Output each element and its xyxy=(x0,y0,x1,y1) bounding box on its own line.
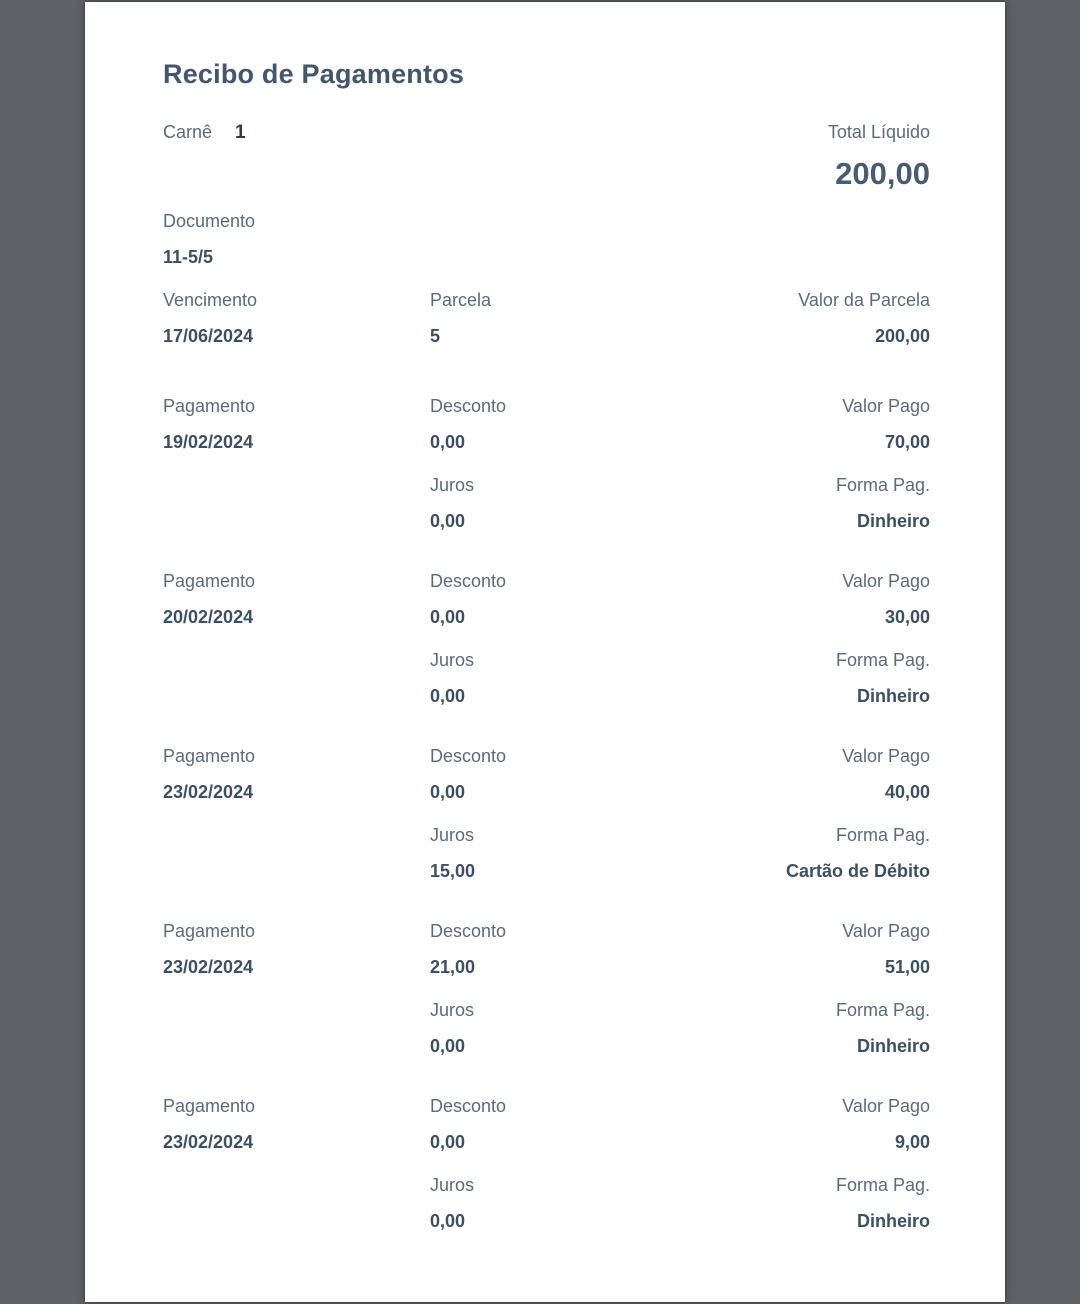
desconto-field xyxy=(430,569,680,629)
juros-value: 0,00 xyxy=(430,686,466,706)
pagamento-label: Pagamento xyxy=(163,396,256,416)
pagamento-value: 19/02/2024 xyxy=(163,432,254,452)
desconto-field xyxy=(430,1094,680,1154)
juros-value: 15,00 xyxy=(430,861,476,881)
payment-row-secondary xyxy=(163,648,930,708)
payment-record xyxy=(163,394,930,533)
parcela-field xyxy=(430,288,680,348)
juros-label: Juros xyxy=(430,475,475,495)
juros-label: Juros xyxy=(430,825,475,845)
pagamento-field xyxy=(163,569,430,629)
desconto-value: 0,00 xyxy=(430,1132,466,1152)
pagamento-field xyxy=(163,394,430,454)
valor-pago-value: 70,00 xyxy=(884,432,930,452)
total-liquido-field xyxy=(828,120,930,194)
desconto-label: Desconto xyxy=(430,571,507,591)
valor-pago-value: 9,00 xyxy=(894,1132,930,1152)
documento-label: Documento xyxy=(163,211,256,231)
valor-pago-field xyxy=(680,394,930,454)
parcela-label: Parcela xyxy=(430,290,492,310)
page-title: Recibo de Pagamentos xyxy=(163,59,465,89)
pagamento-field xyxy=(163,919,430,979)
forma-pag-value: Cartão de Débito xyxy=(785,861,930,881)
pagamento-value: 23/02/2024 xyxy=(163,782,254,802)
desconto-field xyxy=(430,919,680,979)
valor-pago-label: Valor Pago xyxy=(842,396,930,416)
forma-pag-value: Dinheiro xyxy=(856,1036,930,1056)
forma-pag-value: Dinheiro xyxy=(856,1211,930,1231)
juros-value: 0,00 xyxy=(430,1211,466,1231)
pagamento-label: Pagamento xyxy=(163,1096,256,1116)
pagamento-value: 20/02/2024 xyxy=(163,607,254,627)
juros-label: Juros xyxy=(430,1175,475,1195)
forma-pag-label: Forma Pag. xyxy=(835,825,930,845)
valor-parcela-value: 200,00 xyxy=(874,326,930,346)
total-liquido-label: Total Líquido xyxy=(827,122,930,142)
forma-pag-label: Forma Pag. xyxy=(835,650,930,670)
forma-pag-field xyxy=(680,1173,930,1233)
valor-pago-value: 30,00 xyxy=(884,607,930,627)
payment-row-main xyxy=(163,919,930,979)
forma-pag-label: Forma Pag. xyxy=(835,1175,930,1195)
forma-pag-field xyxy=(680,473,930,533)
spacer-cell xyxy=(163,998,430,1058)
payment-record xyxy=(163,569,930,708)
pagamento-label: Pagamento xyxy=(163,921,256,941)
vencimento-field xyxy=(163,288,430,348)
desconto-field xyxy=(430,744,680,804)
juros-field xyxy=(430,473,680,533)
pagamento-value: 23/02/2024 xyxy=(163,957,254,977)
payment-row-main xyxy=(163,1094,930,1154)
juros-field xyxy=(430,823,680,883)
valor-pago-label: Valor Pago xyxy=(842,1096,930,1116)
payment-row-secondary xyxy=(163,1173,930,1233)
desconto-value: 21,00 xyxy=(430,957,476,977)
payment-row-main xyxy=(163,744,930,804)
valor-parcela-field xyxy=(680,288,930,348)
forma-pag-value: Dinheiro xyxy=(856,511,930,531)
valor-pago-value: 51,00 xyxy=(884,957,930,977)
juros-field xyxy=(430,1173,680,1233)
forma-pag-value: Dinheiro xyxy=(856,686,930,706)
valor-pago-label: Valor Pago xyxy=(842,746,930,766)
forma-pag-field xyxy=(680,823,930,883)
desconto-label: Desconto xyxy=(430,921,507,941)
receipt-header xyxy=(163,120,930,194)
parcela-value: 5 xyxy=(430,326,441,346)
pagamento-label: Pagamento xyxy=(163,571,256,591)
forma-pag-field xyxy=(680,998,930,1058)
desconto-label: Desconto xyxy=(430,1096,507,1116)
pagamento-field xyxy=(163,744,430,804)
spacer-cell xyxy=(163,1173,430,1233)
documento-field xyxy=(163,209,930,269)
payment-row-secondary xyxy=(163,998,930,1058)
spacer-cell xyxy=(163,473,430,533)
valor-pago-field xyxy=(680,1094,930,1154)
carne-field xyxy=(163,120,246,145)
valor-pago-field xyxy=(680,569,930,629)
desconto-value: 0,00 xyxy=(430,607,466,627)
valor-parcela-label: Valor da Parcela xyxy=(798,290,930,310)
juros-field xyxy=(430,998,680,1058)
total-liquido-value: 200,00 xyxy=(835,156,930,191)
carne-label: Carnê xyxy=(163,122,213,142)
juros-label: Juros xyxy=(430,650,475,670)
juros-value: 0,00 xyxy=(430,511,466,531)
pagamento-label: Pagamento xyxy=(163,746,256,766)
payment-record xyxy=(163,744,930,883)
forma-pag-field xyxy=(680,648,930,708)
juros-value: 0,00 xyxy=(430,1036,466,1056)
desconto-label: Desconto xyxy=(430,396,507,416)
spacer-cell xyxy=(163,823,430,883)
valor-pago-label: Valor Pago xyxy=(842,571,930,591)
forma-pag-label: Forma Pag. xyxy=(835,1000,930,1020)
desconto-value: 0,00 xyxy=(430,782,466,802)
pagamento-value: 23/02/2024 xyxy=(163,1132,254,1152)
documento-value: 11-5/5 xyxy=(163,247,214,267)
payment-row-main xyxy=(163,569,930,629)
spacer-cell xyxy=(163,648,430,708)
valor-pago-field xyxy=(680,744,930,804)
forma-pag-label: Forma Pag. xyxy=(835,475,930,495)
payment-row-main xyxy=(163,394,930,454)
juros-label: Juros xyxy=(430,1000,475,1020)
pagamento-field xyxy=(163,1094,430,1154)
payment-record xyxy=(163,1094,930,1233)
valor-pago-label: Valor Pago xyxy=(842,921,930,941)
desconto-label: Desconto xyxy=(430,746,507,766)
vencimento-value: 17/06/2024 xyxy=(163,326,254,346)
payments-list xyxy=(163,394,930,1233)
payment-row-secondary xyxy=(163,823,930,883)
valor-pago-value: 40,00 xyxy=(884,782,930,802)
payment-row-secondary xyxy=(163,473,930,533)
receipt-page xyxy=(85,2,1005,1302)
desconto-field xyxy=(430,394,680,454)
valor-pago-field xyxy=(680,919,930,979)
vencimento-label: Vencimento xyxy=(163,290,258,310)
desconto-value: 0,00 xyxy=(430,432,466,452)
installment-row xyxy=(163,288,930,348)
carne-value: 1 xyxy=(235,122,246,143)
juros-field xyxy=(430,648,680,708)
payment-record xyxy=(163,919,930,1058)
